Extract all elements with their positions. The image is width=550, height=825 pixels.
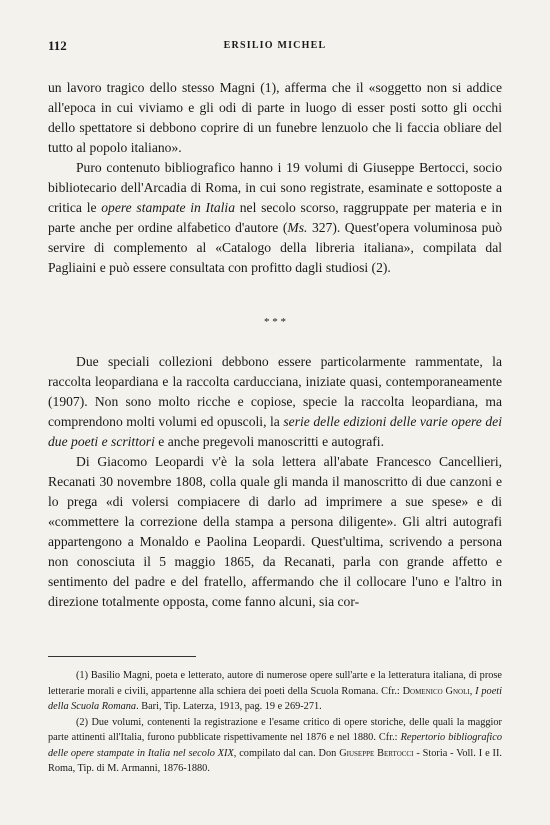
page-number: 112 xyxy=(48,38,67,53)
footnote-2: (2) Due volumi, contenenti la registrazione e l'esame critico di opere storiche, delle quali la maggior parte attinenti all'Italia, furono pubblicate rispettivamente nel 1876 e nel 1880. Cfr.: Repertorio bibliografico delle opere stampate in Italia nel secolo XIX, compilato dal can. Don Giuseppe Bertocci - Storia - Voll. I e II. Roma, Tip. di M. Armanni, 1876-1880. xyxy=(48,716,503,774)
paragraph-1: un lavoro tragico dello stesso Magni (1), afferma che il «soggetto non si addice all'epoca in cui viviamo e gli odi di parte in luogo di esser posti sotto gli occhi dello spettatore si debbono coprire di un funebre lenzuolo che li faccia obliare del tutto al popolo italiano». xyxy=(48,80,502,155)
body-text-top xyxy=(48,78,502,278)
paragraph-2: Puro contenuto bibliografico hanno i 19 volumi di Giuseppe Bertocci, socio bibliotecario dell'Arcadia di Roma, in cui sono registrate, esaminate e sottoposte a critica le opere stampate in Italia nel secolo scorso, raggruppate per materia e in parte anche per ordine alfabetico d'autore (Ms. 327). Quest'opera voluminosa può servire di complemento al «Catalogo della libreria italiana», compilata dal Pagliaini e può essere consultata con profitto dagli studiosi (2). xyxy=(48,160,502,275)
footnotes xyxy=(48,668,502,777)
section-separator: * * * xyxy=(264,316,286,328)
page-header xyxy=(48,38,502,54)
footnote-1: (1) Basilio Magni, poeta e letterato, autore di numerose opere sull'arte e la letteratura italiana, di prose letterarie morali e civili, appartenne alla schiera dei poeti della Scuola Romana. Cfr.: Domenico Gnoli, I poeti della Scuola Romana. Bari, Tip. Laterza, 1913, pag. 19 e 269-271. xyxy=(48,670,502,712)
body-text-bottom xyxy=(48,352,502,612)
running-head: ERSILIO MICHEL xyxy=(223,40,327,51)
paragraph-3: Due speciali collezioni debbono essere particolarmente rammentate, la raccolta leopardiana e la raccolta carducciana, iniziate quasi, contemporaneamente (1907). Non sono molto ricche e copiose, specie la raccolta leopardiana, ma comprendono molti volumi ed opuscoli, la serie delle edizioni delle varie opere dei due poeti e scrittori e anche pregevoli manoscritti e autografi. xyxy=(48,354,502,449)
paragraph-4: Di Giacomo Leopardi v'è la sola lettera all'abate Francesco Cancellieri, Recanati 30 novembre 1808, colla quale gli manda il manoscritto di due canzoni e lo prega «di volersi compiacere di darlo ad imprimere a sue spese» e di «commettere la correzione della stampa a persona diligente». Gli altri autografi appartengono a Monaldo e Paolina Leopardi. Quest'ultima, scrivendo a persona non conosciuta il 5 maggio 1865, da Recanati, parla con grande affetto e sentimento del padre e del fratello, affermando che il collocare l'uno e l'altro in direzione totalmente opposta, come fanno alcuni, sia cor- xyxy=(48,454,502,609)
footnote-rule xyxy=(48,656,196,657)
